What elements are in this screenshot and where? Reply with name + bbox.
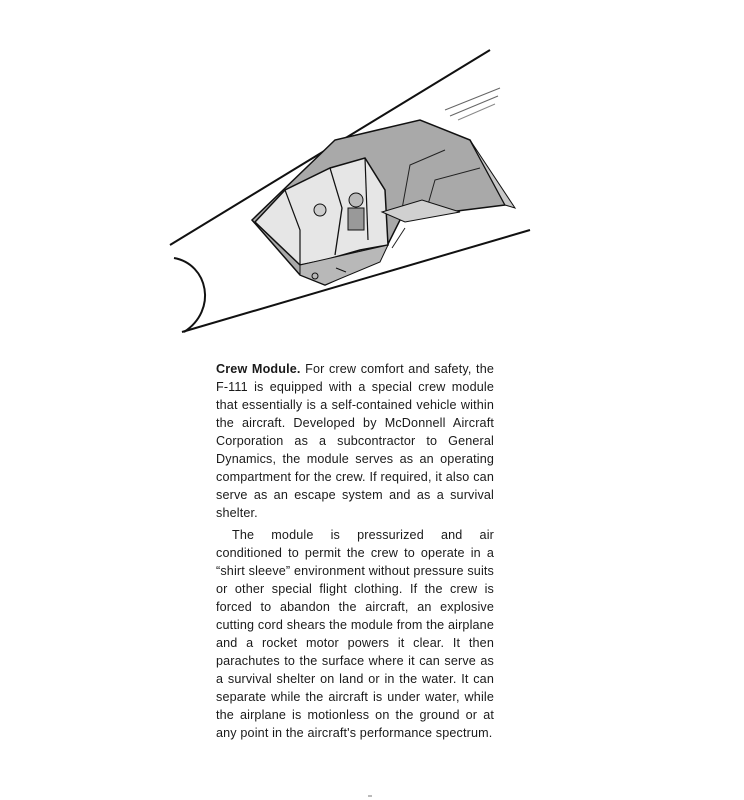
paragraph-1: [216, 360, 494, 522]
aircraft-drawing: [160, 40, 540, 340]
paragraph-1-body: For crew comfort and safety, the F-111 is equipped with a special crew module that essentially is a self-contained vehicle within the aircraft. Developed by McDonnell Aircraft Corporation as a subcontractor to General Dynamics, the module serves as an operating compartment for the crew. If required, it also can serve as an escape system and as a survival shelter.: [216, 362, 494, 520]
article-text: [216, 360, 494, 742]
page-mark: [368, 795, 372, 797]
section-heading: Crew Module.: [216, 362, 301, 376]
paragraph-2: The module is pressurized and air conditioned to permit the crew to operate in a “shirt sleeve” environment without pressure suits or other special flight clothing. If the crew is forced to abandon the aircraft, an explosive cutting cord shears the module from the airplane and a rocket motor powers it clear. It then parachutes to the surface where it can serve as a survival shelter on land or in the water. It can separate while the aircraft is under water, while the airplane is motionless on the ground or at any point in the aircraft's performance spectrum.: [216, 528, 494, 740]
crew-module-illustration: [160, 40, 540, 340]
